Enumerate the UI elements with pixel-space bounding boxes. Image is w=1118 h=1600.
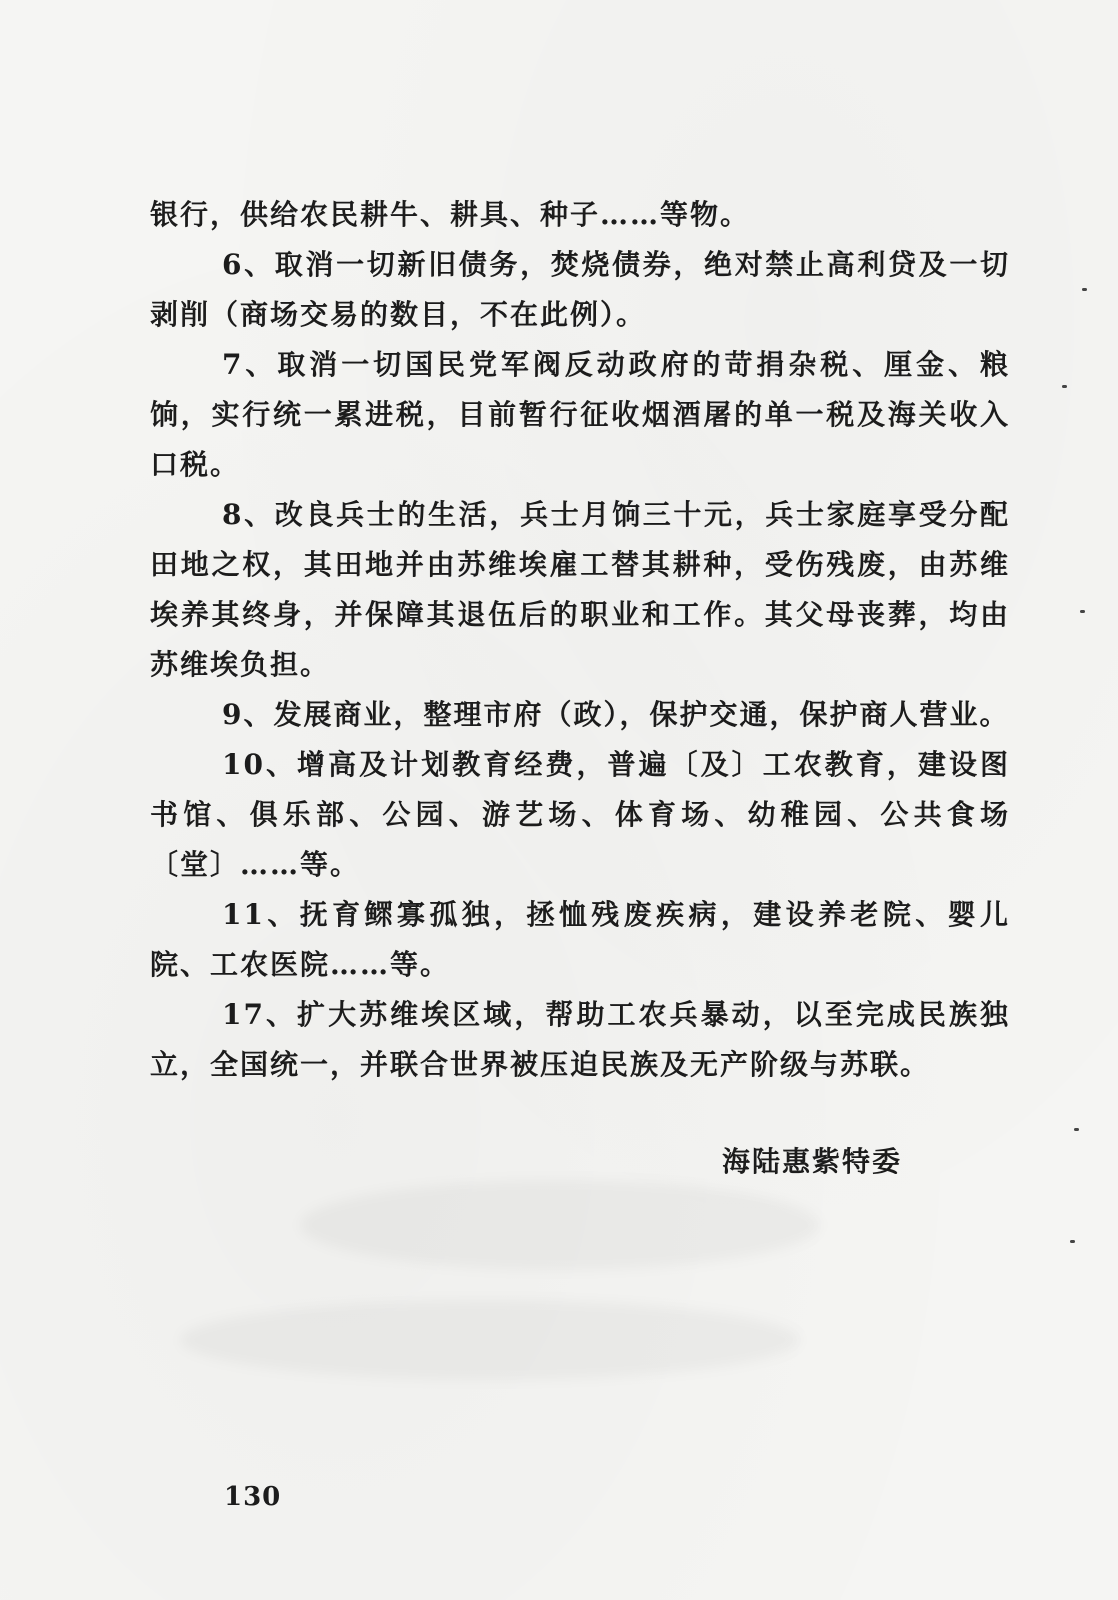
paragraph-item-8: 8、改良兵士的生活，兵士月饷三十元，兵士家庭享受分配田地之权，其田地并由苏维埃雇工替其耕种，受伤残废，由苏维埃养其终身，并保障其退伍后的职业和工作。其父母丧葬，均由苏维埃负担。 [150, 498, 1010, 681]
scan-speck [1074, 1128, 1079, 1131]
scan-speck [1080, 610, 1085, 613]
paragraph-item-6: 6、取消一切新旧债务，焚烧债券，绝对禁止高利贷及一切剥削（商场交易的数目，不在此例）。 [150, 248, 1010, 331]
page-number: 130 [224, 1482, 282, 1512]
scan-speck [1062, 385, 1067, 388]
scan-smudge [300, 1180, 820, 1270]
paragraph-continuation: 银行，供给农民耕牛、耕具、种子……等物。 [150, 198, 751, 231]
paragraph-item-10: 10、增高及计划教育经费，普遍〔及〕工农教育，建设图书馆、俱乐部、公园、游艺场、体育场、幼稚园、公共食场〔堂〕……等。 [150, 748, 1010, 881]
scan-speck [1070, 1240, 1075, 1243]
scan-smudge [180, 1300, 800, 1380]
document-body [150, 190, 1010, 1090]
paragraph-item-11: 11、抚育鳏寡孤独，拯恤残废疾病，建设养老院、婴儿院、工农医院……等。 [150, 898, 1010, 981]
paragraph-item-17: 17、扩大苏维埃区域，帮助工农兵暴动，以至完成民族独立，全国统一，并联合世界被压迫民族及无产阶级与苏联。 [150, 998, 1010, 1081]
scan-speck [1082, 288, 1087, 291]
signature: 海陆惠紫特委 [722, 1145, 903, 1178]
paragraph-item-9: 9、发展商业，整理市府（政），保护交通，保护商人营业。 [222, 698, 1010, 731]
paragraph-item-7: 7、取消一切国民党军阀反动政府的苛捐杂税、厘金、粮饷，实行统一累进税，目前暂行征收烟酒屠的单一税及海关收入口税。 [150, 348, 1010, 481]
